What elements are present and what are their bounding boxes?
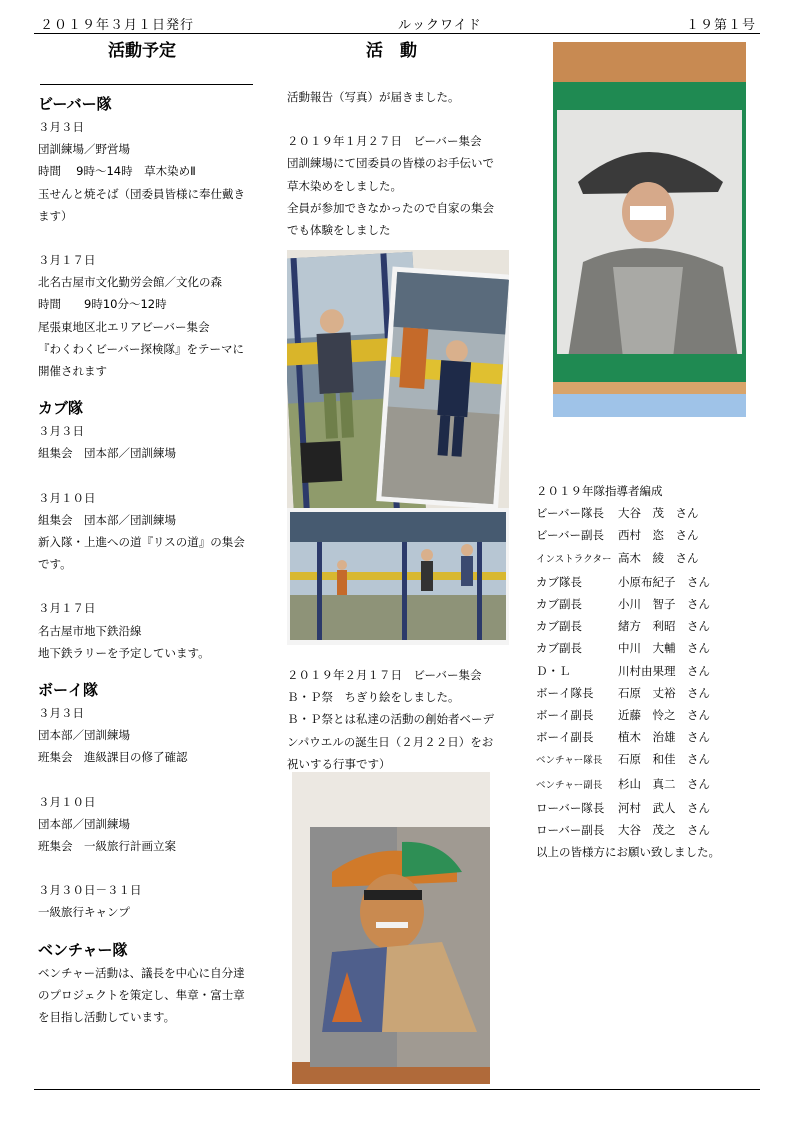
leader-name: 河村 武人 さん bbox=[618, 800, 710, 815]
schedule-line: のプロジェクトを策定し、隼章・富士章 bbox=[38, 987, 245, 1002]
leader-role: ボーイ副長 bbox=[536, 708, 594, 723]
leader-role: カブ副長 bbox=[536, 597, 582, 612]
leader-role: ローバー隊長 bbox=[536, 800, 605, 815]
report2-line: 祝いする行事です） bbox=[287, 756, 391, 771]
leader-row bbox=[536, 819, 766, 841]
leader-role: カブ副長 bbox=[536, 619, 582, 634]
leader-row bbox=[536, 660, 766, 682]
schedule-line: 時間 9時10分～12時 bbox=[38, 297, 167, 312]
leader-row bbox=[536, 502, 766, 524]
report1-line: 草木染めをしました。 bbox=[287, 178, 402, 193]
report1-line: 全員が参加できなかったので自家の集会 bbox=[287, 200, 494, 215]
leader-role: カブ隊長 bbox=[536, 574, 582, 589]
leader-row bbox=[536, 682, 766, 704]
leader-role: ボーイ隊長 bbox=[536, 685, 594, 700]
schedule-line: ３月３日 bbox=[38, 120, 84, 134]
report1-line: ２０１９年１月２７日 ビーバー集会 bbox=[287, 134, 482, 149]
leader-role: ベンチャー副長 bbox=[536, 779, 603, 791]
leader-role: インストラクター bbox=[536, 553, 612, 565]
schedule-line: 尾張東地区北エリアビーバー集会 bbox=[38, 319, 210, 334]
schedule-line: 団訓練場／野営場 bbox=[38, 142, 130, 157]
leaders-closing: 以上の皆様方にお願い致しました。 bbox=[536, 845, 720, 860]
schedule-line: 一級旅行キャンプ bbox=[38, 905, 130, 920]
bp-portrait-face-cutout-photo bbox=[553, 42, 746, 417]
report2-line: Ｂ・Ｐ祭とは私達の活動の創始者ベーデ bbox=[287, 712, 494, 727]
activity-report-bottom bbox=[287, 664, 512, 775]
schedule-line: 団本部／団訓練場 bbox=[38, 728, 130, 743]
leader-name: 西村 恣 さん bbox=[618, 528, 699, 543]
schedule-line: を目指し活動しています。 bbox=[38, 1010, 176, 1025]
header-rule bbox=[34, 33, 760, 34]
leaders-list bbox=[536, 480, 766, 863]
leader-row bbox=[536, 726, 766, 748]
leader-name: 植木 治雄 さん bbox=[618, 730, 710, 745]
leader-name: 近藤 怜之 さん bbox=[618, 708, 710, 723]
schedule-rule bbox=[40, 84, 253, 85]
report-intro: 活動報告（写真）が届きました。 bbox=[287, 90, 460, 104]
leader-row bbox=[536, 704, 766, 726]
section-title-boy: ボーイ隊 bbox=[38, 681, 99, 700]
leader-role: ボーイ副長 bbox=[536, 730, 594, 745]
schedule-heading: 活動予定 bbox=[108, 41, 176, 61]
schedule-line: 北名古屋市文化勤労会館／文化の森 bbox=[38, 275, 222, 290]
leader-name: 中川 大輔 さん bbox=[618, 641, 710, 656]
leader-role: ベンチャー隊長 bbox=[536, 755, 603, 767]
leader-name: 川村由果理 さん bbox=[618, 663, 710, 678]
bp-chigirie-portrait-photo bbox=[292, 772, 490, 1084]
section-title-beaver: ビーバー隊 bbox=[38, 95, 112, 113]
schedule-line: 組集会 団本部／団訓練場 bbox=[38, 512, 176, 527]
leaders-title: ２０１９年隊指導者編成 bbox=[536, 484, 663, 498]
leader-role: カブ副長 bbox=[536, 641, 582, 656]
section-title-cub: カブ隊 bbox=[38, 399, 84, 418]
schedule-line: ３月１０日 bbox=[38, 794, 96, 809]
leader-name: 緒方 利昭 さん bbox=[618, 619, 710, 634]
leader-row bbox=[536, 797, 766, 819]
leader-name: 小原布紀子 さん bbox=[618, 574, 710, 589]
schedule-line: 地下鉄ラリーを予定しています。 bbox=[38, 645, 210, 660]
schedule-line: 時間 9時～14時 草木染めⅡ bbox=[38, 164, 196, 179]
leader-name: 大谷 茂之 さん bbox=[618, 823, 710, 838]
schedule-line: ３月３０日－３１日 bbox=[38, 883, 142, 898]
schedule-line: 開催されます bbox=[38, 364, 107, 379]
schedule-line: ３月３日 bbox=[38, 424, 84, 439]
schedule-line: ます） bbox=[38, 208, 73, 223]
leader-name: 小川 智子 さん bbox=[618, 597, 710, 612]
beaver-meeting-photo-collage bbox=[287, 250, 509, 645]
leader-row bbox=[536, 748, 766, 772]
leader-name: 高木 綾 さん bbox=[618, 550, 699, 565]
issue-date: ２０１９年３月１日発行 bbox=[40, 18, 195, 33]
report1-line: 団訓練場にて団委員の皆様のお手伝いで bbox=[287, 156, 494, 171]
schedule-line: ベンチャー活動は、議長を中心に自分達 bbox=[38, 965, 245, 980]
schedule-line: 『わくわくビーバー探検隊』をテーマに bbox=[38, 341, 244, 356]
schedule-line: ３月１７日 bbox=[38, 601, 96, 616]
activity-report-top bbox=[287, 86, 512, 241]
leader-row bbox=[536, 773, 766, 797]
leader-role: ビーバー隊長 bbox=[536, 506, 604, 521]
schedule-line: ３月１０日 bbox=[38, 490, 96, 505]
footer-rule bbox=[34, 1089, 760, 1090]
leader-row bbox=[536, 593, 766, 615]
leader-role: Ｄ・Ｌ bbox=[536, 663, 571, 678]
leader-name: 大谷 茂 さん bbox=[618, 506, 699, 521]
report2-line: Ｂ・Ｐ祭 ちぎり絵をしました。 bbox=[287, 690, 460, 705]
leader-name: 杉山 真二 さん bbox=[618, 776, 710, 791]
schedule-line: 玉せんと焼そば（団委員皆様に奉仕戴き bbox=[38, 186, 245, 201]
schedule-line: ３月３日 bbox=[38, 706, 84, 721]
report2-line: ２０１９年２月１７日 ビーバー集会 bbox=[287, 668, 482, 682]
schedule-column bbox=[38, 86, 268, 1028]
section-title-venture: ベンチャー隊 bbox=[38, 940, 128, 959]
activity-heading: 活 動 bbox=[366, 41, 417, 61]
schedule-line: ３月１７日 bbox=[38, 253, 96, 268]
issue-number: １９第１号 bbox=[686, 18, 757, 33]
schedule-line: 班集会 進級課目の修了確認 bbox=[38, 750, 188, 765]
report1-line: でも体験をしました bbox=[287, 223, 391, 238]
schedule-line: です。 bbox=[38, 557, 72, 572]
schedule-line: 新入隊・上進への道『リスの道』の集会 bbox=[38, 535, 245, 550]
leader-row bbox=[536, 547, 766, 571]
leader-name: 石原 和佳 さん bbox=[618, 752, 710, 767]
leader-row bbox=[536, 615, 766, 637]
newsletter-title: ルックワイド bbox=[398, 18, 482, 33]
leader-role: ローバー副長 bbox=[536, 823, 605, 838]
schedule-line: 班集会 一級旅行計画立案 bbox=[38, 839, 176, 854]
leader-row bbox=[536, 637, 766, 659]
schedule-line: 団本部／団訓練場 bbox=[38, 816, 130, 831]
leader-row bbox=[536, 571, 766, 593]
leader-role: ビーバー副長 bbox=[536, 528, 604, 543]
schedule-line: 組集会 団本部／団訓練場 bbox=[38, 446, 176, 461]
report2-line: ンパウエルの誕生日（２月２２日）をお bbox=[287, 734, 494, 749]
leader-name: 石原 丈裕 さん bbox=[618, 685, 710, 700]
schedule-line: 名古屋市地下鉄沿線 bbox=[38, 623, 142, 638]
leader-row bbox=[536, 524, 766, 546]
